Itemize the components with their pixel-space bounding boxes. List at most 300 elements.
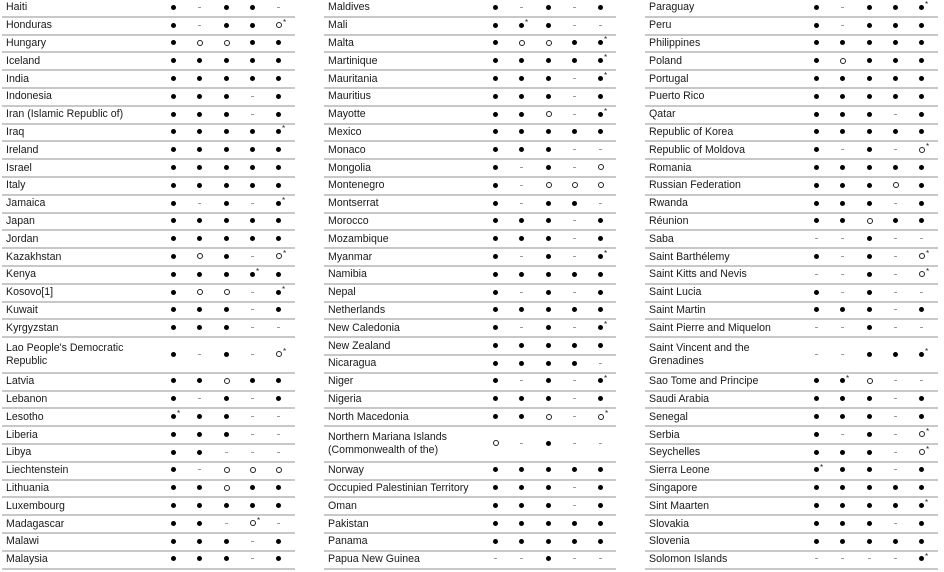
status-cell-full — [519, 270, 535, 280]
table-row — [2, 89, 295, 107]
status-cell-partial-noted — [919, 142, 935, 155]
status-cell-full — [572, 305, 588, 315]
dash-icon — [894, 416, 897, 417]
country-name: Puerto Rico — [649, 90, 705, 103]
dash-icon — [599, 558, 602, 559]
status-cell-full — [493, 270, 509, 280]
filled-dot-icon — [250, 485, 255, 490]
status-cell-full — [519, 537, 535, 547]
status-cell-full — [546, 199, 562, 209]
status-cell-none — [519, 288, 535, 298]
status-cell-full — [867, 234, 883, 244]
filled-dot-icon — [250, 165, 255, 170]
filled-dot-icon — [919, 503, 924, 508]
status-cell-full — [840, 394, 856, 404]
dash-icon — [894, 398, 897, 399]
table-row — [2, 392, 295, 410]
table-row — [2, 249, 295, 267]
dash-icon — [251, 256, 254, 257]
filled-dot-icon — [493, 307, 498, 312]
filled-dot-icon — [598, 76, 603, 81]
status-cell-partial — [197, 288, 213, 298]
filled-dot-icon — [224, 539, 229, 544]
filled-dot-icon — [893, 218, 898, 223]
table-row — [2, 534, 295, 552]
dash-icon — [894, 558, 897, 559]
status-cell-full — [250, 127, 266, 137]
status-cell-full — [250, 483, 266, 493]
status-cell-full — [572, 199, 588, 209]
country-name: Italy — [6, 179, 26, 192]
table-row — [324, 71, 616, 89]
status-cell-full — [276, 145, 292, 155]
filled-dot-icon — [224, 147, 229, 152]
filled-dot-icon — [598, 467, 603, 472]
status-cell-full — [250, 3, 266, 13]
status-cell-none — [250, 430, 266, 440]
filled-dot-icon — [276, 201, 281, 206]
dash-icon — [841, 238, 844, 239]
open-circle-icon — [197, 253, 203, 259]
filled-dot-icon — [519, 539, 524, 544]
status-cell-none — [250, 323, 266, 333]
status-cell-none — [572, 21, 588, 31]
filled-dot-icon — [867, 40, 872, 45]
filled-dot-icon — [814, 414, 819, 419]
table-row — [324, 534, 616, 552]
status-cell-none — [840, 270, 856, 280]
status-cell-full — [598, 537, 614, 547]
country-name: Lebanon — [6, 392, 48, 405]
table-row — [645, 36, 938, 54]
status-cell-full — [276, 377, 292, 387]
filled-dot-icon — [276, 272, 281, 277]
filled-dot-icon — [598, 325, 603, 330]
status-cell-full — [867, 163, 883, 173]
filled-dot-icon — [893, 76, 898, 81]
status-cell-partial-noted — [276, 249, 292, 262]
status-cell-full — [171, 21, 187, 31]
filled-dot-icon — [572, 201, 577, 206]
country-name: Lesotho — [6, 410, 44, 423]
filled-dot-icon — [493, 467, 498, 472]
filled-dot-icon — [197, 94, 202, 99]
filled-dot-icon — [598, 5, 603, 10]
filled-dot-icon — [919, 539, 924, 544]
filled-dot-icon — [919, 485, 924, 490]
dash-icon — [251, 309, 254, 310]
filled-dot-icon — [276, 147, 281, 152]
filled-dot-icon — [493, 236, 498, 241]
filled-dot-icon — [224, 23, 229, 28]
table-row — [645, 196, 938, 214]
filled-dot-icon — [197, 147, 202, 152]
status-cell-none — [572, 555, 588, 565]
status-cell-partial — [224, 288, 240, 298]
table-row — [2, 0, 295, 18]
status-cell-full — [546, 501, 562, 511]
status-cell-full — [546, 377, 562, 387]
status-cell-none — [250, 199, 266, 209]
country-name: Nicaragua — [328, 357, 377, 370]
status-cell-full — [867, 501, 883, 511]
dash-icon — [599, 203, 602, 204]
filled-dot-icon — [840, 165, 845, 170]
filled-dot-icon — [171, 539, 176, 544]
filled-dot-icon — [519, 485, 524, 490]
status-cell-full — [197, 127, 213, 137]
status-cell-partial — [519, 38, 535, 48]
status-cell-full — [867, 3, 883, 13]
filled-dot-icon — [493, 23, 498, 28]
table-row — [2, 552, 295, 570]
table-row — [2, 36, 295, 54]
status-cell-none — [572, 74, 588, 84]
filled-dot-icon — [893, 58, 898, 63]
status-cell-none — [893, 555, 909, 565]
status-cell-partial — [276, 466, 292, 476]
filled-dot-icon — [197, 485, 202, 490]
filled-dot-icon — [814, 58, 819, 63]
filled-dot-icon — [519, 236, 524, 241]
status-cell-full — [546, 466, 562, 476]
country-name: Saint Kitts and Nevis — [649, 268, 747, 281]
status-cell-full — [276, 394, 292, 404]
filled-dot-icon — [572, 58, 577, 63]
filled-dot-icon — [519, 361, 524, 366]
status-cell-full — [171, 127, 187, 137]
filled-dot-icon — [171, 254, 176, 259]
filled-dot-icon — [197, 521, 202, 526]
status-cell-partial-noted — [250, 516, 266, 529]
status-cell-full — [276, 501, 292, 511]
filled-dot-icon — [867, 485, 872, 490]
filled-dot-icon — [840, 129, 845, 134]
status-cell-partial — [546, 181, 562, 191]
filled-dot-icon — [171, 396, 176, 401]
filled-dot-icon — [519, 396, 524, 401]
filled-dot-icon — [598, 112, 603, 117]
status-cell-full — [519, 412, 535, 422]
table-row — [2, 18, 295, 36]
filled-dot-icon — [519, 76, 524, 81]
table-row — [324, 303, 616, 321]
table-row — [2, 374, 295, 392]
status-cell-full — [224, 305, 240, 315]
filled-dot-icon — [224, 432, 229, 437]
filled-dot-icon — [598, 307, 603, 312]
country-name: Poland — [649, 54, 682, 67]
filled-dot-icon — [867, 539, 872, 544]
filled-dot-icon — [893, 40, 898, 45]
status-cell-none — [250, 350, 266, 360]
status-cell-none — [519, 377, 535, 387]
filled-dot-icon — [171, 23, 176, 28]
filled-dot-icon — [814, 94, 819, 99]
table-row — [324, 125, 616, 143]
status-cell-full — [519, 394, 535, 404]
dash-icon — [599, 149, 602, 150]
status-cell-full — [840, 163, 856, 173]
status-cell-full — [493, 501, 509, 511]
asterisk-icon: * — [257, 516, 261, 525]
status-cell-full — [598, 3, 614, 13]
status-cell-full — [867, 519, 883, 529]
status-cell-full — [276, 110, 292, 120]
status-cell-full — [197, 305, 213, 315]
dash-icon — [277, 7, 280, 8]
filled-dot-icon — [546, 396, 551, 401]
status-cell-full — [493, 341, 509, 351]
status-cell-full — [867, 537, 883, 547]
filled-dot-icon — [250, 58, 255, 63]
dash-icon — [841, 149, 844, 150]
dash-icon — [894, 523, 897, 524]
status-cell-full-noted — [598, 249, 614, 262]
status-cell-full — [814, 38, 830, 48]
filled-dot-icon — [493, 503, 498, 508]
filled-dot-icon — [493, 112, 498, 117]
status-cell-none — [250, 412, 266, 422]
status-cell-full-noted — [171, 409, 187, 422]
filled-dot-icon — [171, 40, 176, 45]
dash-icon — [198, 25, 201, 26]
filled-dot-icon — [919, 58, 924, 63]
status-cell-full-noted — [519, 17, 535, 31]
status-cell-full — [867, 305, 883, 315]
filled-dot-icon — [171, 521, 176, 526]
filled-dot-icon — [197, 129, 202, 134]
status-cell-full — [197, 501, 213, 511]
table-row — [2, 445, 295, 463]
table-row — [324, 89, 616, 107]
filled-dot-icon — [598, 218, 603, 223]
country-name: Nigeria — [328, 392, 362, 405]
status-cell-full — [197, 448, 213, 458]
status-cell-none — [893, 305, 909, 315]
filled-dot-icon — [814, 112, 819, 117]
filled-dot-icon — [598, 503, 603, 508]
filled-dot-icon — [814, 23, 819, 28]
status-cell-full — [493, 519, 509, 529]
status-cell-full — [598, 216, 614, 226]
open-circle-icon — [546, 414, 552, 420]
table-row — [645, 320, 938, 338]
dash-icon — [841, 25, 844, 26]
status-cell-none — [572, 483, 588, 493]
status-cell-full — [572, 127, 588, 137]
dash-icon — [573, 238, 576, 239]
status-cell-none — [519, 252, 535, 262]
open-circle-icon — [250, 467, 256, 473]
open-circle-icon — [197, 40, 203, 46]
status-cell-full — [224, 323, 240, 333]
status-cell-partial — [197, 252, 213, 262]
filled-dot-icon — [519, 307, 524, 312]
status-cell-none — [224, 519, 240, 529]
status-cell-none — [197, 199, 213, 209]
status-cell-none — [224, 448, 240, 458]
dash-icon — [520, 7, 523, 8]
table-row — [324, 392, 616, 410]
dash-icon — [920, 380, 923, 381]
open-circle-icon — [224, 289, 230, 295]
status-cell-full — [814, 181, 830, 191]
status-cell-full-noted — [814, 462, 830, 476]
country-name: Singapore — [649, 481, 698, 494]
filled-dot-icon — [519, 147, 524, 152]
table-row — [645, 285, 938, 303]
filled-dot-icon — [598, 290, 603, 295]
status-cell-full — [867, 448, 883, 458]
status-cell-full — [493, 323, 509, 333]
table-row — [645, 214, 938, 232]
status-cell-none — [572, 501, 588, 511]
dash-icon — [573, 416, 576, 417]
dash-icon — [815, 558, 818, 559]
status-cell-full — [546, 234, 562, 244]
status-cell-partial-noted — [919, 427, 935, 440]
table-row — [2, 338, 295, 374]
table-row — [645, 107, 938, 125]
filled-dot-icon — [276, 503, 281, 508]
table-row — [324, 249, 616, 267]
status-cell-partial — [546, 110, 562, 120]
status-cell-full — [224, 145, 240, 155]
table-row — [324, 53, 616, 71]
filled-dot-icon — [546, 503, 551, 508]
table-row — [2, 71, 295, 89]
country-name: Mayotte — [328, 108, 366, 121]
filled-dot-icon — [919, 40, 924, 45]
filled-dot-icon — [197, 450, 202, 455]
table-row — [2, 231, 295, 249]
dash-icon — [868, 558, 871, 559]
filled-dot-icon — [572, 343, 577, 348]
status-cell-full — [840, 537, 856, 547]
status-cell-partial — [224, 466, 240, 476]
status-cell-full — [572, 38, 588, 48]
filled-dot-icon — [867, 325, 872, 330]
status-cell-full — [493, 377, 509, 387]
status-cell-full — [250, 216, 266, 226]
status-cell-full — [814, 216, 830, 226]
status-cell-full — [250, 38, 266, 48]
filled-dot-icon — [572, 40, 577, 45]
status-cell-full — [224, 350, 240, 360]
filled-dot-icon — [840, 539, 845, 544]
table-row — [645, 142, 938, 160]
filled-dot-icon — [867, 414, 872, 419]
status-cell-full — [867, 145, 883, 155]
status-cell-full — [493, 181, 509, 191]
filled-dot-icon — [893, 23, 898, 28]
status-cell-partial — [598, 181, 614, 191]
filled-dot-icon — [276, 307, 281, 312]
status-cell-full — [224, 234, 240, 244]
status-cell-full — [493, 305, 509, 315]
status-cell-full — [840, 38, 856, 48]
status-cell-full — [919, 412, 935, 422]
dash-icon — [198, 203, 201, 204]
country-name: Saint Vincent and the Grenadines — [649, 341, 750, 367]
filled-dot-icon — [197, 58, 202, 63]
status-cell-full — [598, 92, 614, 102]
filled-dot-icon — [493, 325, 498, 330]
status-cell-none — [893, 448, 909, 458]
status-cell-full-noted — [598, 35, 614, 48]
status-cell-full — [893, 163, 909, 173]
status-cell-full — [197, 537, 213, 547]
country-name: Portugal — [649, 72, 689, 85]
status-cell-none — [572, 252, 588, 262]
country-name: Hungary — [6, 36, 47, 49]
status-cell-none — [250, 394, 266, 404]
filled-dot-icon — [598, 254, 603, 259]
country-name: Sint Maarten — [649, 499, 710, 512]
status-cell-full — [493, 3, 509, 13]
status-cell-full — [893, 350, 909, 360]
status-cell-full — [546, 74, 562, 84]
country-name: Haiti — [6, 1, 28, 14]
country-name: Honduras — [6, 19, 52, 32]
country-name: Iran (Islamic Republic of) — [6, 108, 124, 121]
filled-dot-icon — [840, 485, 845, 490]
status-cell-full — [893, 92, 909, 102]
dash-icon — [251, 434, 254, 435]
filled-dot-icon — [276, 94, 281, 99]
status-cell-full — [814, 110, 830, 120]
filled-dot-icon — [840, 307, 845, 312]
country-name: New Caledonia — [328, 321, 400, 334]
dash-icon — [520, 558, 523, 559]
filled-dot-icon — [171, 218, 176, 223]
country-name: Mauritius — [328, 90, 371, 103]
status-cell-full-noted — [919, 0, 935, 13]
filled-dot-icon — [893, 539, 898, 544]
status-cell-full — [919, 56, 935, 66]
status-cell-full — [919, 127, 935, 137]
dash-icon — [920, 327, 923, 328]
status-cell-full — [493, 288, 509, 298]
status-cell-full — [867, 483, 883, 493]
status-cell-full — [197, 163, 213, 173]
filled-dot-icon — [493, 165, 498, 170]
status-cell-full — [814, 394, 830, 404]
status-cell-full — [250, 377, 266, 387]
country-name: Saint Lucia — [649, 286, 702, 299]
status-cell-full — [224, 412, 240, 422]
dash-icon — [573, 292, 576, 293]
status-cell-none — [572, 394, 588, 404]
filled-dot-icon — [814, 290, 819, 295]
filled-dot-icon — [519, 94, 524, 99]
filled-dot-icon — [171, 201, 176, 206]
country-name: Lao People's Democratic Republic — [6, 341, 124, 367]
filled-dot-icon — [598, 343, 603, 348]
status-cell-full — [171, 270, 187, 280]
status-cell-full — [546, 341, 562, 351]
filled-dot-icon — [840, 521, 845, 526]
status-cell-full — [224, 252, 240, 262]
status-cell-full — [919, 305, 935, 315]
status-cell-none — [840, 430, 856, 440]
status-cell-full — [171, 199, 187, 209]
status-cell-partial — [224, 483, 240, 493]
country-name: Mauritania — [328, 72, 378, 85]
filled-dot-icon — [867, 94, 872, 99]
filled-dot-icon — [598, 236, 603, 241]
